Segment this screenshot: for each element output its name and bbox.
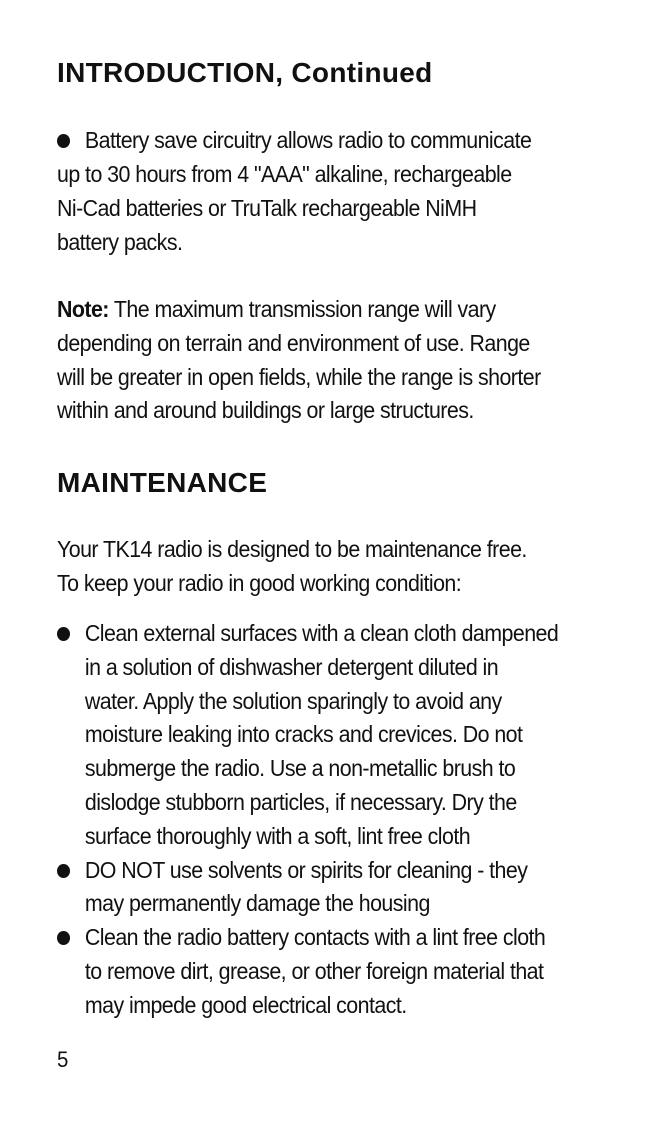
text-line: battery packs. [57, 228, 183, 255]
text-line: within and around buildings or large structures. [57, 397, 474, 424]
text-line: may permanently damage the housing [84, 890, 430, 917]
bullet-icon [57, 627, 70, 641]
no-solvents-bullet [57, 854, 652, 922]
text-line: moisture leaking into cracks and crevices. Do not [84, 721, 523, 748]
battery-save-continuation [57, 158, 643, 259]
bullet-icon [57, 134, 70, 148]
maintenance-heading: MAINTENANCE [57, 467, 268, 498]
text-line: to remove dirt, grease, or other foreign material that [84, 957, 544, 984]
text-line: may impede good electrical contact. [84, 991, 407, 1018]
bullet-icon [57, 931, 70, 945]
introduction-bullet-list [57, 124, 652, 158]
note-label: Note: [57, 296, 109, 322]
text-line: Ni-Cad batteries or TruTalk rechargeable NiMH [57, 194, 477, 221]
text-line: Clean the radio battery contacts with a lint free cloth [84, 924, 546, 951]
bullet-icon [57, 864, 70, 878]
text-line: surface thoroughly with a soft, lint free cloth [84, 822, 471, 849]
range-note [57, 293, 643, 428]
text-line: DO NOT use solvents or spirits for cleaning - they [84, 856, 528, 883]
text-line: dislodge stubborn particles, if necessary. Dry the [84, 788, 517, 815]
battery-contacts-bullet [57, 921, 652, 1022]
introduction-heading: INTRODUCTION, Continued [57, 57, 433, 88]
text-line: water. Apply the solution sparingly to avoid any [84, 687, 502, 714]
note-text: The maximum transmission range will vary [108, 296, 496, 322]
text-line: Battery save circuitry allows radio to communicate [84, 127, 532, 153]
note-first-line [57, 293, 643, 327]
maintenance-intro [57, 533, 643, 601]
text-line: To keep your radio in good working condition: [57, 569, 462, 596]
text-line: Your TK14 radio is designed to be maintenance free. [57, 536, 527, 562]
text-line: submerge the radio. Use a non-metallic brush to [84, 755, 516, 782]
text-line: Clean external surfaces with a clean cloth dampened [84, 620, 559, 646]
maintenance-bullet-list [57, 617, 652, 1023]
battery-save-bullet [57, 124, 652, 158]
text-line: up to 30 hours from 4 "AAA" alkaline, rechargeable [57, 161, 512, 187]
text-line: in a solution of dishwasher detergent diluted in [84, 653, 499, 680]
text-line: depending on terrain and environment of use. Range [57, 329, 530, 356]
cleaning-bullet [57, 617, 652, 854]
page-number: 5 [57, 1047, 69, 1072]
text-line: will be greater in open fields, while the range is shorter [57, 363, 541, 390]
